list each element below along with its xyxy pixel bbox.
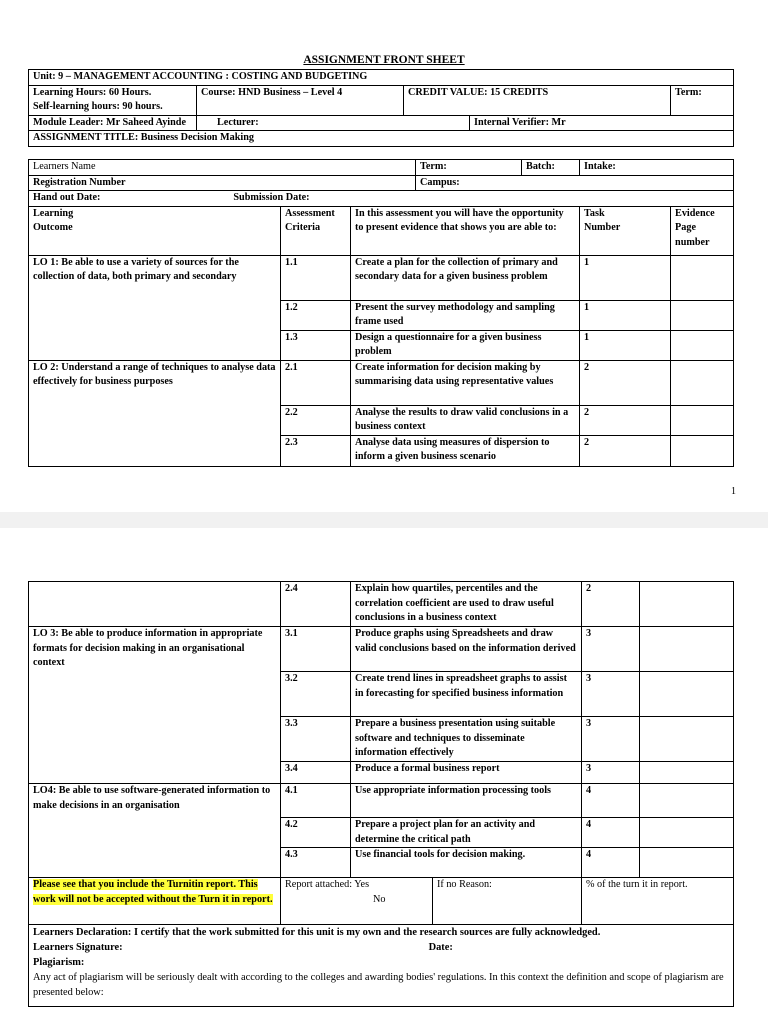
evidence-page <box>640 627 734 672</box>
learner-table <box>28 159 734 467</box>
task-number: 2 <box>582 582 640 627</box>
lo4-cell: LO4: Be able to use software-generated information to make decisions in an organisation <box>29 784 281 878</box>
hours-cell <box>29 85 197 115</box>
learner-batch-cell: Batch: <box>522 160 580 176</box>
evidence-page <box>640 848 734 878</box>
criteria-text: Prepare a business presentation using suitable software and techniques to disseminate information effectively <box>351 717 582 762</box>
criteria-code: 2.2 <box>281 405 351 435</box>
criteria-code: 3.4 <box>281 762 351 784</box>
task-number: 3 <box>582 762 640 784</box>
criteria-text: Create information for decision making by summarising data using representative values <box>351 360 580 405</box>
evidence-page <box>671 405 734 435</box>
criteria-code: 1.1 <box>281 255 351 300</box>
criteria-text: Prepare a project plan for an activity and determine the critical path <box>351 818 582 848</box>
plagiarism-heading: Plagiarism: <box>33 957 85 968</box>
page-title: ASSIGNMENT FRONT SHEET <box>303 54 465 66</box>
lo-empty-cell <box>29 582 281 627</box>
submission-date: Submission Date: <box>233 192 310 203</box>
campus-cell: Campus: <box>416 175 734 191</box>
turnitin-notice-cell <box>29 878 281 925</box>
task-number: 4 <box>582 784 640 818</box>
no-reason-cell: If no Reason: <box>433 878 582 925</box>
col-evidence: In this assessment you will have the opportunity to present evidence that shows you are able to: <box>351 206 580 255</box>
report-attached: Report attached: Yes <box>285 879 370 890</box>
declaration-cell <box>29 925 734 1007</box>
internal-verifier-cell: Internal Verifier: Mr <box>470 115 734 131</box>
task-number: 1 <box>580 330 671 360</box>
lo2-cell: LO 2: Understand a range of techniques to analyse data effectively for business purposes <box>29 360 281 466</box>
criteria-code: 2.1 <box>281 360 351 405</box>
turnitin-notice: Please see that you include the Turnitin report. This work will not be accepted without the Turn it in report. <box>33 879 273 905</box>
criteria-text: Create a plan for the collection of primary and secondary data for a given business problem <box>351 255 580 300</box>
criteria-code: 1.2 <box>281 300 351 330</box>
criteria-text: Create trend lines in spreadsheet graphs to assist in forecasting for specified business information <box>351 672 582 717</box>
task-number: 4 <box>582 818 640 848</box>
task-number: 3 <box>582 672 640 717</box>
task-number: 4 <box>582 848 640 878</box>
criteria-code: 3.3 <box>281 717 351 762</box>
criteria-text: Explain how quartiles, percentiles and the correlation coefficient are used to draw useful conclusions in a business context <box>351 582 582 627</box>
task-number: 2 <box>580 360 671 405</box>
criteria-code: 4.3 <box>281 848 351 878</box>
learner-signature: Learners Signature: <box>33 942 123 953</box>
module-leader-cell: Module Leader: Mr Saheed Ayinde <box>29 115 197 131</box>
criteria-text: Analyse the results to draw valid conclusions in a business context <box>351 405 580 435</box>
lo1-cell: LO 1: Be able to use a variety of sources for the collection of data, both primary and secondary <box>29 255 281 360</box>
signature-line <box>33 940 729 955</box>
task-number: 3 <box>582 627 640 672</box>
criteria-text: Produce graphs using Spreadsheets and draw valid conclusions based on the information derived <box>351 627 582 672</box>
criteria-code: 4.2 <box>281 818 351 848</box>
evidence-page <box>640 582 734 627</box>
evidence-page <box>640 784 734 818</box>
evidence-page <box>671 435 734 466</box>
report-attached-cell <box>281 878 433 925</box>
course-cell: Course: HND Business – Level 4 <box>197 85 404 115</box>
learner-intake-cell: Intake: <box>580 160 734 176</box>
page-number: 1 <box>731 486 736 497</box>
criteria-code: 3.1 <box>281 627 351 672</box>
criteria-code: 4.1 <box>281 784 351 818</box>
evidence-page <box>671 255 734 300</box>
criteria-text: Use appropriate information processing tools <box>351 784 582 818</box>
col-learning-outcome: Learning Outcome <box>29 206 281 255</box>
evidence-page <box>671 300 734 330</box>
evidence-page <box>640 672 734 717</box>
report-no: No <box>373 893 386 905</box>
credit-value-cell: CREDIT VALUE: 15 CREDITS <box>404 85 671 115</box>
evidence-page <box>671 360 734 405</box>
col-evidence-page: Evidence Page number <box>671 206 734 255</box>
self-learning-hours: Self-learning hours: 90 hours. <box>33 101 163 112</box>
lecturer-cell: Lecturer: <box>197 115 470 131</box>
criteria-text: Present the survey methodology and sampling frame used <box>351 300 580 330</box>
handout-date: Hand out Date: <box>33 192 101 203</box>
task-number: 2 <box>580 405 671 435</box>
task-number: 2 <box>580 435 671 466</box>
dates-cell <box>29 191 734 207</box>
plagiarism-text: Any act of plagiarism will be seriously dealt with according to the colleges and awarding bodies' regulations. In this context the definition and scope of plagiarism are presented below: <box>33 972 724 998</box>
criteria-code: 1.3 <box>281 330 351 360</box>
evidence-page <box>671 330 734 360</box>
continuation-table <box>28 581 734 1007</box>
criteria-text: Produce a formal business report <box>351 762 582 784</box>
unit-cell: Unit: 9 – MANAGEMENT ACCOUNTING : COSTING AND BUDGETING <box>29 70 734 86</box>
assignment-title-cell: ASSIGNMENT TITLE: Business Decision Making <box>29 131 734 147</box>
term-cell: Term: <box>671 85 734 115</box>
col-assessment-criteria: Assessment Criteria <box>281 206 351 255</box>
learner-term-cell: Term: <box>416 160 522 176</box>
criteria-text: Design a questionnaire for a given business problem <box>351 330 580 360</box>
col-task-number: Task Number <box>580 206 671 255</box>
task-number: 1 <box>580 255 671 300</box>
learner-name-cell: Learners Name <box>29 160 416 176</box>
header-table <box>28 69 734 147</box>
criteria-text: Use financial tools for decision making. <box>351 848 582 878</box>
criteria-code: 2.3 <box>281 435 351 466</box>
declaration-date: Date: <box>428 942 453 953</box>
task-number: 3 <box>582 717 640 762</box>
turnitin-percent-cell: % of the turn it in report. <box>582 878 734 925</box>
declaration-statement: Learners Declaration: I certify that the work submitted for this unit is my own and the research sources are fully acknowledged. <box>33 927 601 938</box>
evidence-page <box>640 762 734 784</box>
lo3-cell: LO 3: Be able to produce information in appropriate formats for decision making in an organisational context <box>29 627 281 784</box>
criteria-code: 2.4 <box>281 582 351 627</box>
task-number: 1 <box>580 300 671 330</box>
criteria-code: 3.2 <box>281 672 351 717</box>
evidence-page <box>640 717 734 762</box>
criteria-text: Analyse data using measures of dispersion to inform a given business scenario <box>351 435 580 466</box>
learning-hours: Learning Hours: 60 Hours. <box>33 86 152 98</box>
registration-cell: Registration Number <box>29 175 416 191</box>
evidence-page <box>640 818 734 848</box>
